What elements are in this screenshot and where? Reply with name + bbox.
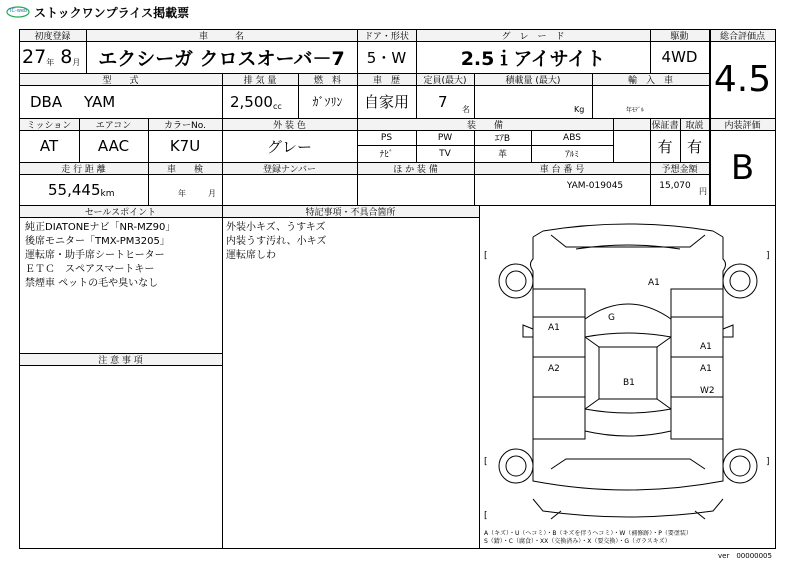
label-first-reg: 初度登録 (34, 31, 71, 42)
label-cautions: 注 意 事 項 (98, 355, 143, 366)
type-code-value: YAM (84, 92, 116, 111)
history-value: 自家用 (363, 93, 409, 111)
first-reg-month: 8 (60, 46, 73, 68)
first-reg-value (22, 41, 84, 73)
bracket: ] (766, 457, 770, 467)
bracket: [ (484, 457, 488, 467)
label-aircon: エアコン (95, 120, 132, 131)
label-sales-points: セールスポイント (84, 207, 157, 218)
capacity-unit: 名 (462, 104, 470, 114)
label-special-notes: 特記事項・不具合箇所 (305, 207, 396, 218)
damage-mark: B1 (623, 378, 635, 388)
label-reg-number: 登録ナンバー (263, 164, 316, 175)
sales-point: 運転席・助手席シートヒーター (25, 250, 165, 261)
interior-score-value: B (730, 147, 755, 188)
damage-mark: G (608, 313, 615, 323)
first-reg-month-unit: 月 (72, 57, 81, 67)
damage-mark: W2 (700, 386, 715, 396)
equip-tv: TV (439, 148, 451, 159)
equip-airbag: ｴｱB (494, 134, 511, 144)
label-warranty: 保証書 (651, 120, 679, 131)
logo-text: TC-web (8, 8, 28, 14)
label-mission: ミッション (26, 120, 72, 131)
car-damage-diagram (481, 219, 775, 524)
model-name-value: エクシーガ クロスオーバ－7 (98, 47, 345, 70)
label-overall-score: 総合評価点 (719, 31, 765, 42)
mileage-number: 55,445 (48, 180, 101, 199)
label-grade: グ レ ー ド (501, 31, 565, 42)
label-manual: 取説 (685, 120, 704, 131)
load-unit: Kg (574, 104, 585, 114)
label-drive: 駆動 (670, 31, 689, 42)
label-capacity: 定員(最大) (423, 75, 467, 86)
import-model-year: 年ﾓﾃﾞﾙ (626, 106, 645, 114)
grade-value: 2.5ｉアイサイト (460, 47, 606, 70)
label-interior-score: 内装評価 (724, 120, 761, 131)
equip-ps: PS (380, 132, 393, 143)
legend-line: A（キズ）・U（ヘコミ）・B（キズを伴うヘコミ）・W（補修跡）・P（要塗装） (484, 530, 692, 537)
label-exterior-color: 外 装 色 (273, 120, 306, 131)
label-equipment: 装 備 (466, 120, 503, 131)
warranty-value: 有 (657, 137, 673, 156)
label-doors-type: ドア・形状 (364, 31, 409, 42)
exterior-color-value: グレー (266, 137, 312, 156)
label-import: 輸 入 車 (627, 75, 673, 86)
first-reg-year: 27 (22, 46, 47, 68)
sales-points-list (25, 221, 220, 291)
bracket: [ (484, 511, 488, 521)
color-no-value: K7U (169, 137, 201, 155)
bracket: ] (766, 251, 770, 261)
type-prefix-value: DBA (30, 92, 63, 111)
capacity-value: 7 (438, 92, 448, 111)
special-note: 外装小キズ、うすキズ (226, 222, 326, 233)
equip-leather: 革 (497, 150, 507, 160)
fuel-value: ｶﾞｿﾘﾝ (312, 95, 343, 109)
bracket: [ (484, 251, 488, 261)
label-mileage: 走 行 距 離 (61, 164, 106, 175)
damage-mark: A1 (648, 278, 660, 288)
displacement-value (230, 85, 296, 118)
label-load: 積載量 (最大) (505, 75, 561, 86)
equip-pw: PW (437, 132, 453, 143)
sales-point: ＥＴＣ スペアスマートキー (25, 264, 155, 275)
inspection-month: 月 (208, 188, 216, 198)
label-estimated-price: 予想金額 (661, 164, 698, 175)
frame-number-value: YAM-019045 (566, 181, 624, 191)
damage-mark: A2 (548, 364, 560, 374)
label-fuel: 燃 料 (313, 75, 341, 86)
page-title: ストックワンプライス掲載票 (34, 5, 190, 20)
mileage-unit: km (100, 188, 115, 199)
inspection-year: 年 (178, 188, 186, 198)
damage-mark: A1 (548, 323, 560, 333)
overall-score-value: 4.5 (713, 59, 772, 100)
mission-value: AT (39, 137, 59, 155)
manual-value: 有 (686, 137, 702, 156)
label-model-name: 車 名 (198, 31, 244, 42)
special-notes-list (226, 221, 476, 263)
label-frame-number: 車 台 番 号 (539, 164, 585, 175)
damage-legend (484, 530, 774, 546)
special-note: 運転席しわ (226, 250, 276, 261)
label-other-equipment: ほ か 装 備 (393, 164, 438, 175)
equip-alloy: ｱﾙﾐ (565, 150, 579, 160)
price-unit: 円 (699, 186, 707, 196)
first-reg-year-unit: 年 (46, 57, 55, 67)
legend-line: S（錆）・C（腐食）・XX（交換済み）・X（要交換）・G（ガラスキズ） (484, 538, 671, 545)
label-displacement: 排 気 量 (243, 75, 277, 86)
equip-navi: ﾅﾋﾞ (379, 150, 394, 160)
version-label: ver 00000005 (718, 552, 772, 560)
sales-point: 純正DIATONEナビ「NR-MZ90」 (25, 222, 176, 233)
mileage-value (48, 174, 114, 205)
doors-type-value: 5・W (366, 48, 407, 67)
label-color-no: カラーNo. (164, 120, 206, 131)
displacement-unit: cc (272, 102, 282, 111)
sales-point: 禁煙車 ペットの毛や臭いなし (25, 278, 159, 289)
special-note: 内装うす汚れ、小キズ (226, 236, 327, 247)
displacement-number: 2,500 (230, 92, 273, 111)
damage-mark: A1 (700, 364, 712, 374)
drive-value: 4WD (661, 48, 698, 66)
label-type: 型 式 (102, 75, 139, 86)
label-history: 車 歴 (372, 75, 400, 86)
logo (6, 4, 30, 18)
sales-point: 後席モニター「TMX-PM3205」 (25, 236, 170, 247)
damage-mark: A1 (700, 342, 712, 352)
equip-abs: ABS (563, 132, 581, 143)
label-inspection: 車 検 (166, 164, 203, 175)
aircon-value: AAC (97, 137, 130, 155)
estimated-price-value: 15,070 (659, 181, 691, 191)
